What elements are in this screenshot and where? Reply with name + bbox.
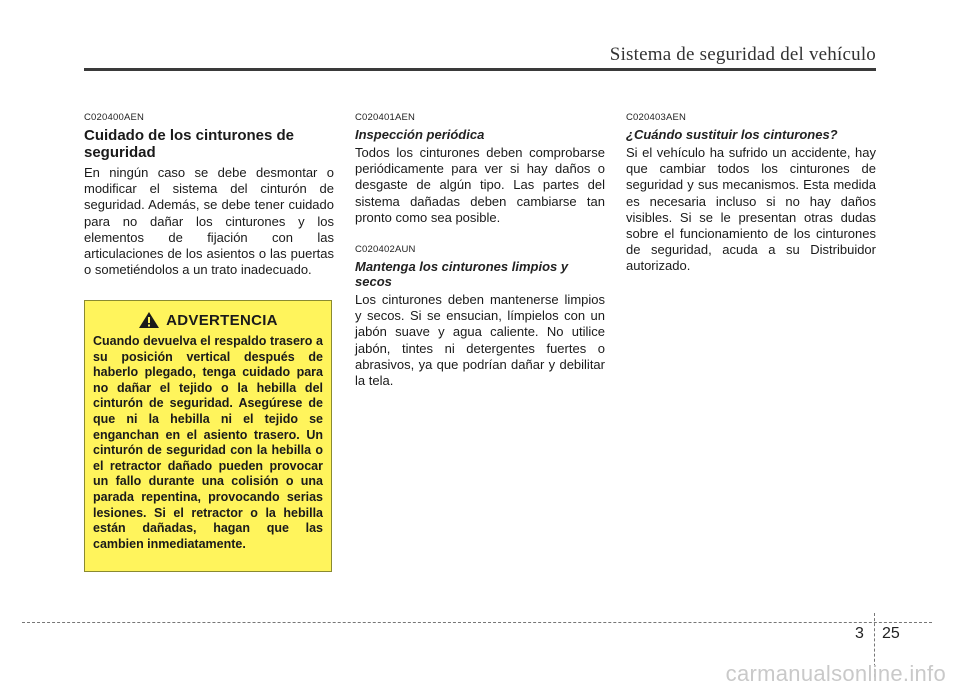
section-heading: Cuidado de los cinturones de seguridad [84,127,295,161]
section-code: C020402AUN [355,244,416,256]
section-code: C020400AEN [84,112,145,123]
watermark: carmanualsonline.info [725,661,946,686]
section-body: En ningún caso se debe desmontar o modificar el sistema del cinturón de seguridad. Además, se debe tener cuidado para no dañar los cinturones y los elementos de fijación con las articulaciones de los asientos o las puertas o sometiéndolos a un trato inadecuado. [84,165,334,278]
section-body: Los cinturones deben mantenerse limpios y secos. Si se ensucian, límpielos con un jabón suave y agua caliente. No utilice jabón, tintes ni detergentes fuertes o abrasivos, ya que podrían dañar y debilitar la tela. [355,292,605,389]
header-rule [84,68,876,71]
section-heading: Mantenga los cinturones limpios y secos [355,259,569,290]
footer-rule [22,622,932,623]
section-heading: Inspección periódica [355,127,485,142]
warning-text: Cuando devuelva el respaldo trasero a su posición vertical después de haberlo plegado, tenga cuidado para no dañar el tejido o la hebilla del cinturón de seguridad. Asegúrese de que ni la hebilla ni el tejido se enganchan en el asiento trasero. Un cinturón de seguridad con la hebilla o el retractor dañado pueden provocar un fallo durante una colisión o una parada repentina, provocando serias lesiones. Si el retractor o la hebilla están dañadas, hagan que las cambien inmediatamente. [93,334,323,551]
section-body: Todos los cinturones deben comprobarse periódicamente para ver si hay daños o desgaste de algún tipo. Las partes del sistema dañadas deben cambiarse tan pronto como sea posible. [355,145,605,225]
warning-triangle-icon [138,311,160,329]
section-code: C020401AEN [355,112,416,123]
page-number: 25 [882,625,900,642]
section-code: C020403AEN [626,112,687,123]
header-title: Sistema de seguridad del vehículo [609,44,876,65]
column-1 [84,112,334,278]
section-body: Si el vehículo ha sufrido un accidente, hay que cambiar todos los cinturones de seguridad y sus mecanismos. Esta medida es necesaria incluso si no hay daños visibles. Si se le presentan otras dudas sobre el funcionamiento de los cinturones de seguridad, acuda a su Distribuidor autorizado. [626,145,876,274]
warning-box [84,300,332,572]
warning-header [93,311,323,329]
warning-title: ADVERTENCIA [166,311,278,329]
section-heading: ¿Cuándo sustituir los cinturones? [626,127,838,142]
column-3 [626,112,876,275]
column-2 [355,112,605,389]
chapter-number: 3 [855,625,864,642]
